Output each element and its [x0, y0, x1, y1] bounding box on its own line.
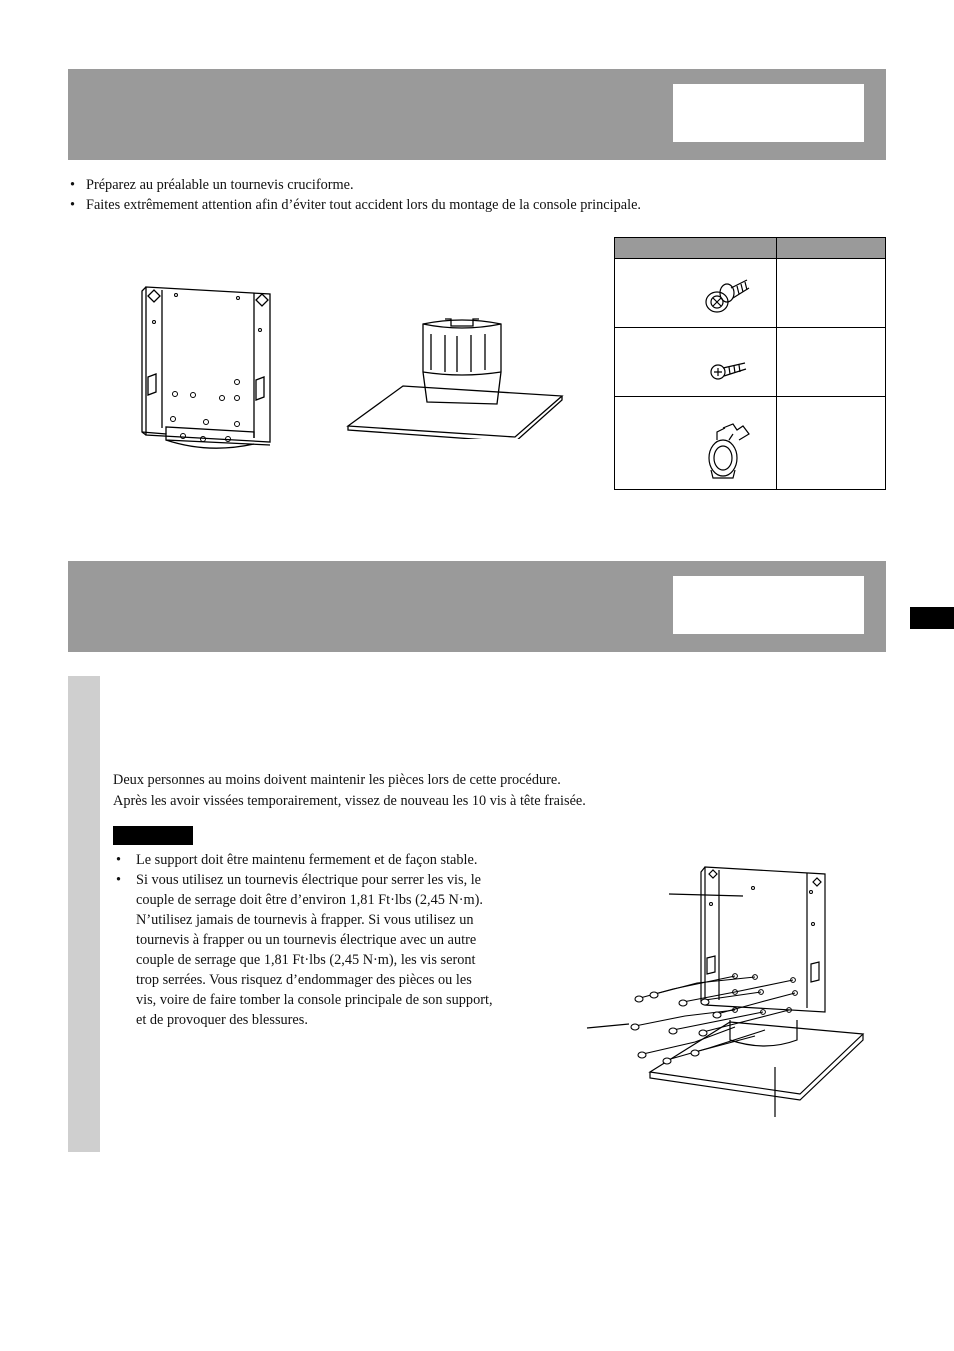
- stand-illustration: [345, 314, 565, 439]
- language-side-tab: [910, 607, 954, 629]
- parts-table-header: [615, 238, 885, 259]
- cable-clamp-icon: [703, 420, 753, 482]
- section-header-band: [68, 69, 886, 160]
- note-label: [113, 826, 193, 845]
- instruction-line: Après les avoir vissées temporairement, vissez de nouveau les 10 vis à tête fraisée.: [113, 793, 586, 809]
- assembly-illustration: [585, 862, 870, 1122]
- bullet-item: • Faites extrêmement attention afin d’éviter tout accident lors du montage de la console principale.: [70, 195, 641, 215]
- section-header-band: [68, 561, 886, 652]
- note-item: • Le support doit être maintenu fermement et de façon stable.: [113, 850, 493, 870]
- parts-table: [614, 237, 886, 490]
- step-instructions: [113, 770, 586, 812]
- instruction-line: Deux personnes au moins doivent maintenir les pièces lors de cette procédure.: [113, 772, 561, 788]
- section-header-label-box: [673, 576, 864, 634]
- bullet-item: • Préparez au préalable un tournevis cruciforme.: [70, 175, 641, 195]
- notes-list: [113, 850, 493, 1030]
- note-item: • Si vous utilisez un tournevis électrique pour serrer les vis, le couple de serrage doit être d’environ 1,81 Ft·lbs (2,45 N·m). N’utilisez jamais de tournevis à frapper. Si vous utilisez un tournevis à frapper ou un tournevis électrique avec un autre couple de serrage que 1,81 Ft·lbs (2,45 N·m), les vis seront trop serrées. Vous risquez d’endommager des pièces ou les vis, voire de faire tomber la console principale de son support, et de provoquer des blessures.: [113, 870, 493, 1030]
- flat-head-screw-icon: [709, 356, 749, 384]
- bracket-illustration: [138, 282, 278, 452]
- step-side-bar: [68, 676, 100, 1152]
- screw-with-washer-icon: [703, 276, 753, 318]
- preparation-bullets: [70, 175, 641, 215]
- section-header-label-box: [673, 84, 864, 142]
